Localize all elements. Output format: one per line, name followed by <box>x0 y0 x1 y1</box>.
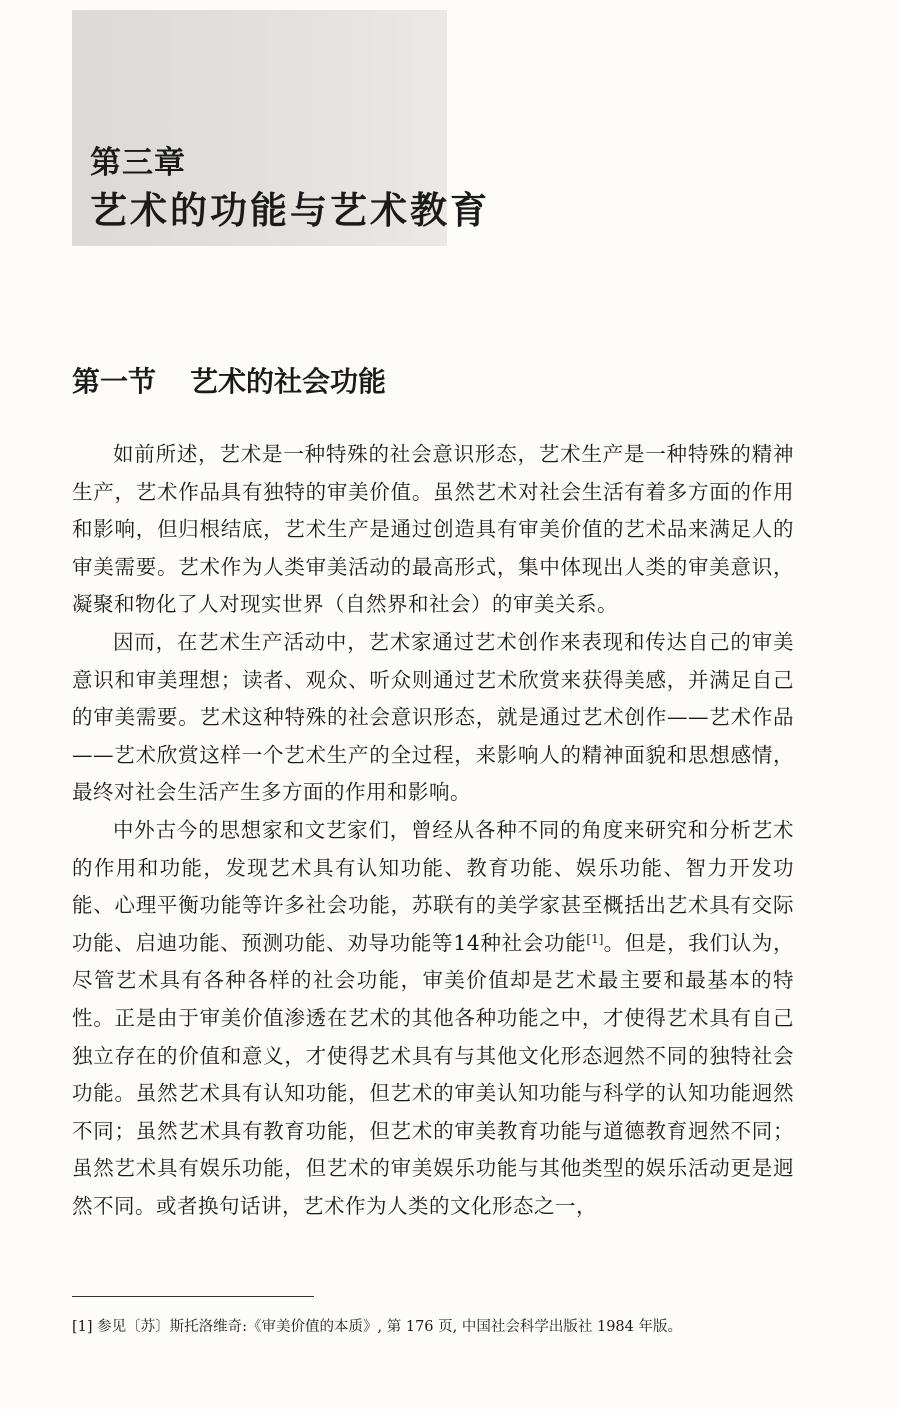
paragraph-2: 因而，在艺术生产活动中，艺术家通过艺术创作来表现和传达自己的审美意识和审美理想；读者、观众、听众则通过艺术欣赏来获得美感，并满足自己的审美需要。艺术这种特殊的社会意识形态，就是通过艺术创作——艺术作品——艺术欣赏这样一个艺术生产的全过程，来影响人的精神面貌和思想感情，最终对社会生活产生多方面的作用和影响。 <box>72 629 794 805</box>
section-number: 第一节 <box>72 365 157 398</box>
paragraph-3-text-after-ref: 。但是，我们认为，尽管艺术具有各种各样的社会功能，审美价值却是艺术最主要和最基本的特性。正是由于审美价值渗透在艺术的其他各种功能之中，才使得艺术具有自己独立存在的价值和意义，才使得艺术具有与其他文化形态迥然不同的独特社会功能。虽然艺术具有认知功能，但艺术的审美认知功能与科学的认知功能迥然不同；虽然艺术具有教育功能，但艺术的审美教育功能与道德教育迥然不同；虽然艺术具有娱乐功能，但艺术的审美娱乐功能与其他类型的娱乐活动更是迥然不同。或者换句话讲，艺术作为人类的文化形态之一， <box>72 930 795 1218</box>
section-heading <box>72 360 386 400</box>
chapter-title: 艺术的功能与艺术教育 <box>90 188 490 232</box>
section-title: 艺术的社会功能 <box>190 365 387 398</box>
chapter-number: 第三章 <box>90 145 186 181</box>
paragraph-1: 如前所述，艺术是一种特殊的社会意识形态，艺术生产是一种特殊的精神生产，艺术作品具有独特的审美价值。虽然艺术对社会生活有着多方面的作用和影响，但归根结底，艺术生产是通过创造具有审美价值的艺术品来满足人的审美需要。艺术作为人类审美活动的最高形式，集中体现出人类的审美意识，凝聚和物化了人对现实世界（自然界和社会）的审美关系。 <box>72 442 794 617</box>
footnote: [1] 参见〔苏〕斯托洛维奇:《审美价值的本质》, 第 176 页, 中国社会科学出版社 1984 年版。 <box>72 1319 682 1335</box>
footnote-divider <box>72 1296 314 1297</box>
body-text <box>72 436 794 1225</box>
footnote-reference[interactable]: [1] <box>586 931 604 946</box>
paragraph-3-text-before-ref: 中外古今的思想家和文艺家们，曾经从各种不同的角度来研究和分析艺术的作用和功能，发现艺术具有认知功能、教育功能、娱乐功能、智力开发功能、心理平衡功能等许多社会功能，苏联有的美学家甚至概括出艺术具有交际功能、启迪功能、预测功能、劝导功能等14种社会功能 <box>72 817 794 955</box>
paragraph-3 <box>72 812 794 1226</box>
